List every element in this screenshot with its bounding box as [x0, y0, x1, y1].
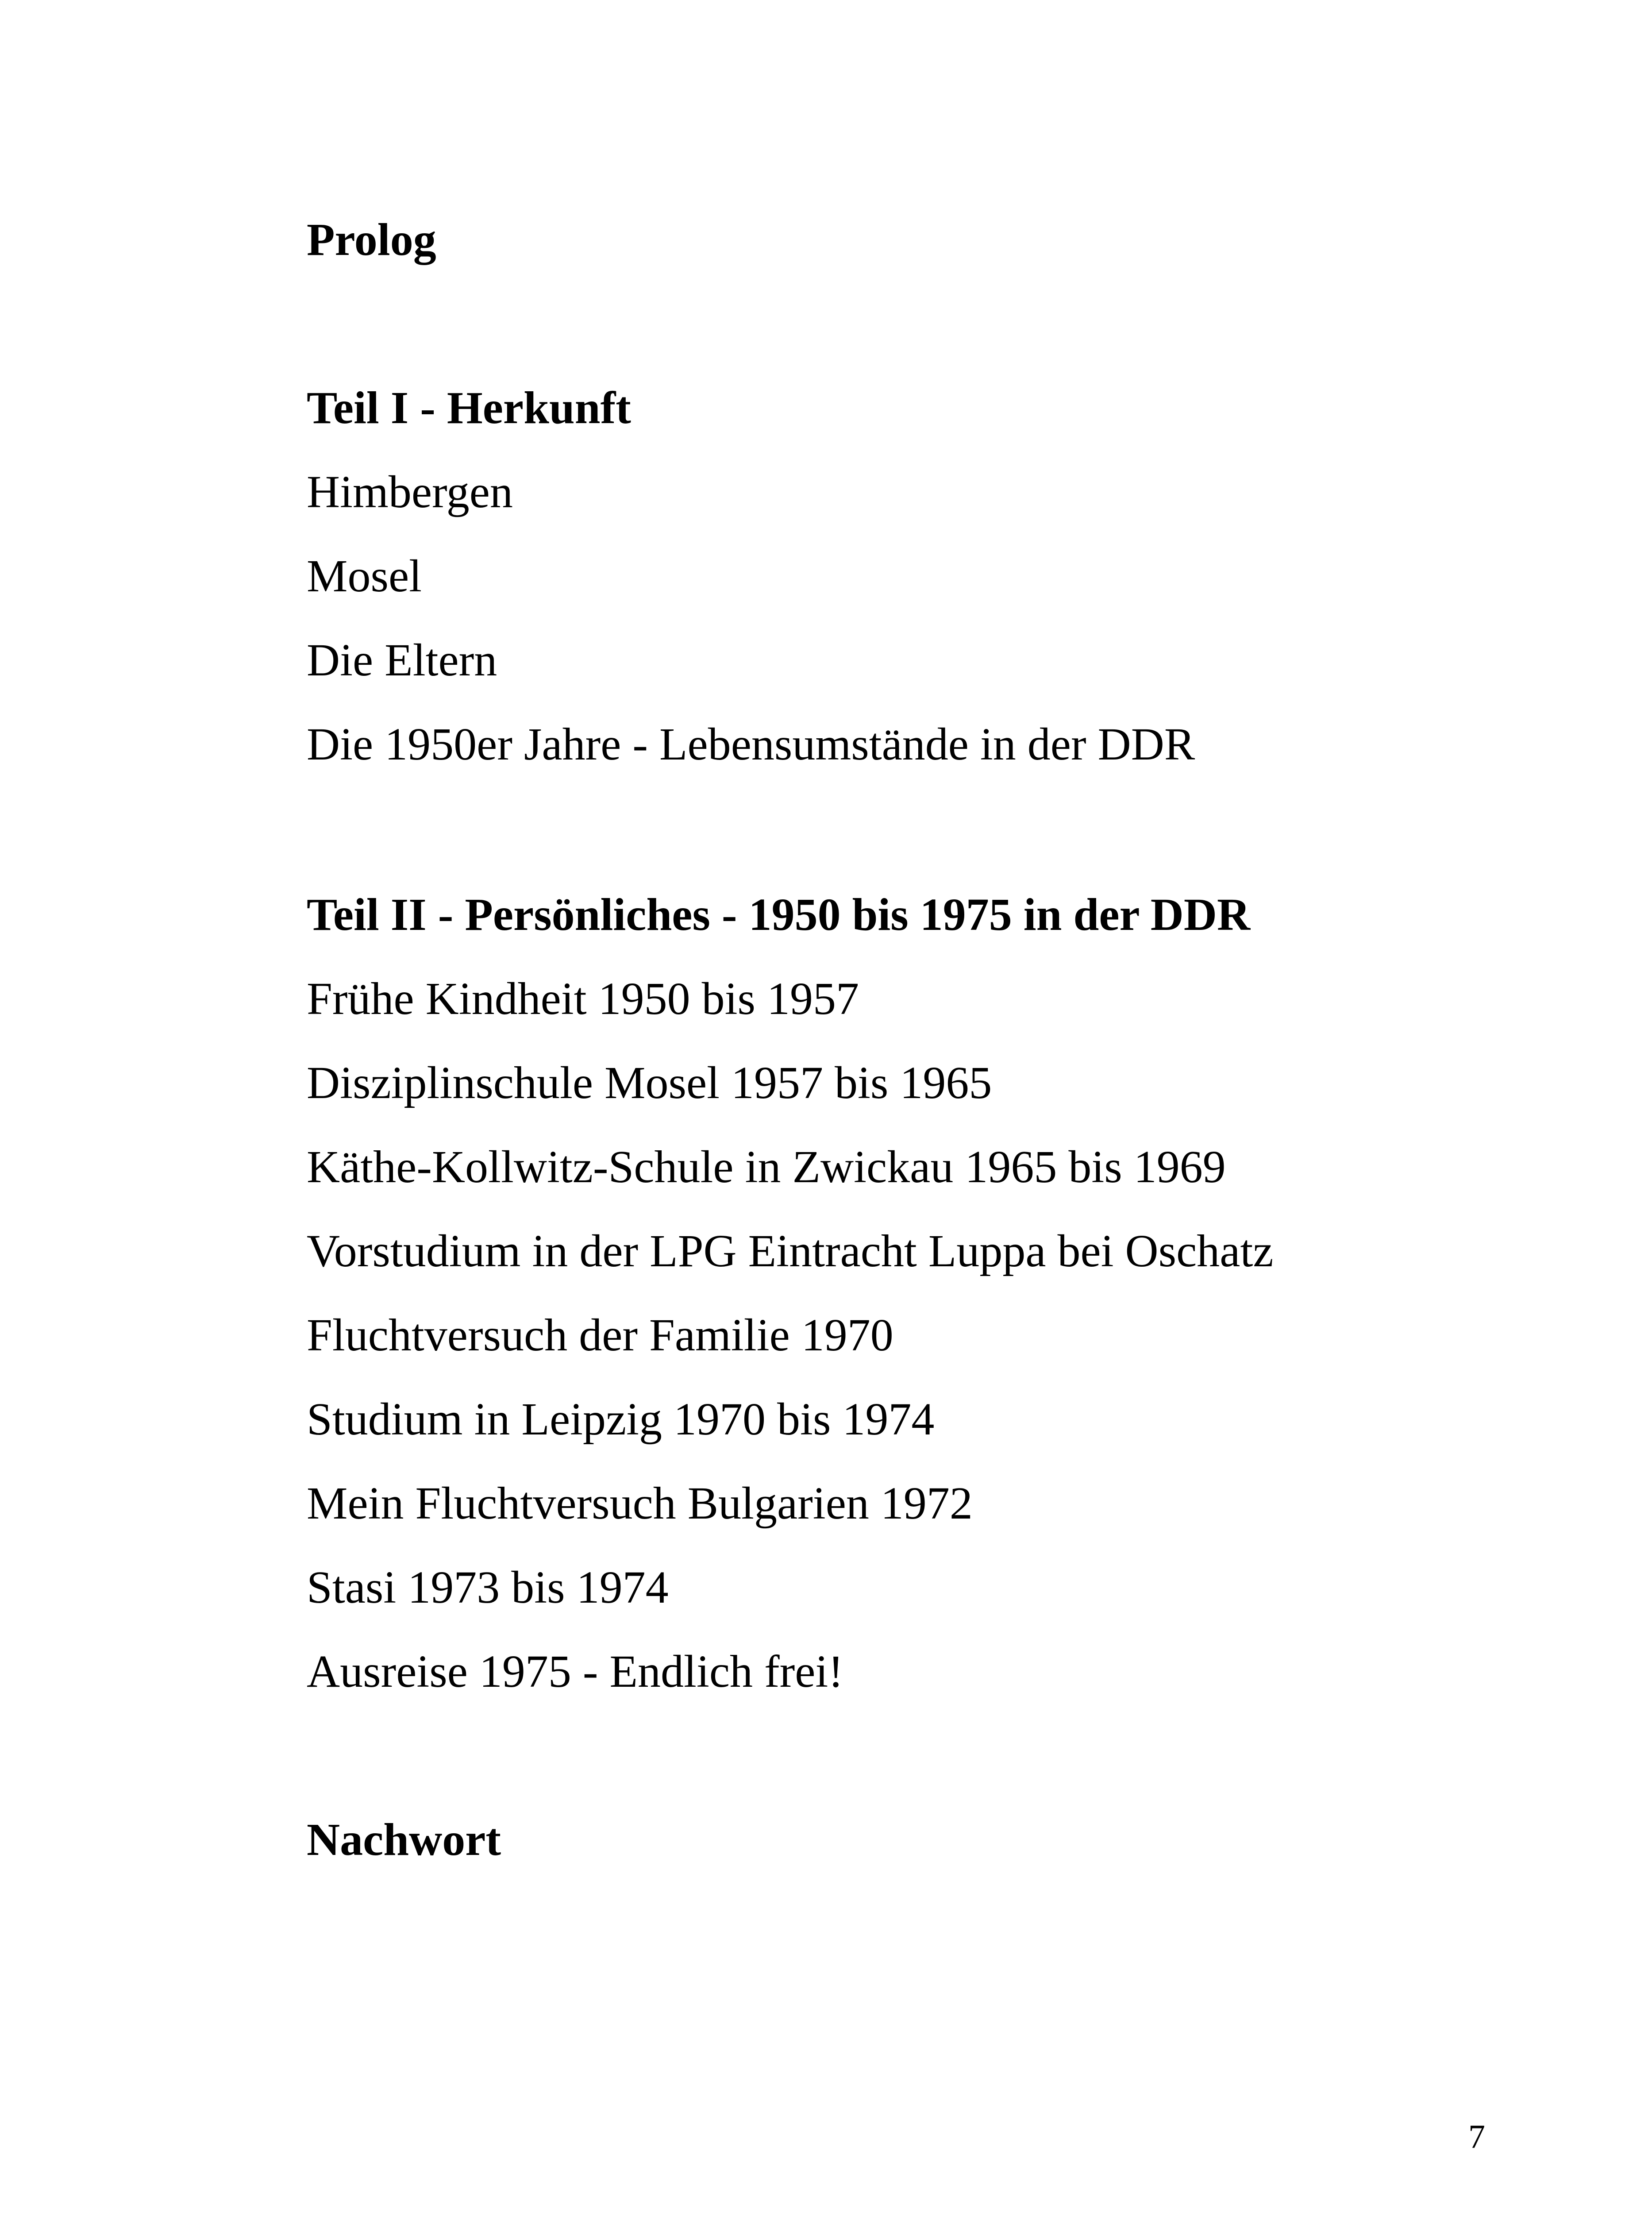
toc-entry: Stasi 1973 bis 1974: [307, 1562, 669, 1613]
toc-entry: Frühe Kindheit 1950 bis 1957: [307, 973, 859, 1024]
toc-entry: Fluchtversuch der Familie 1970: [307, 1310, 893, 1361]
toc-entry: Ausreise 1975 - Endlich frei!: [307, 1646, 843, 1697]
toc-entry: Disziplinschule Mosel 1957 bis 1965: [307, 1057, 992, 1108]
toc-entry: Himbergen: [307, 467, 513, 517]
toc-part1-heading: Teil I - Herkunft: [307, 382, 631, 433]
toc-prolog: Prolog: [307, 214, 436, 265]
toc-entry: Mein Fluchtversuch Bulgarien 1972: [307, 1478, 973, 1529]
toc-entry: Die Eltern: [307, 635, 497, 686]
toc-entry: Studium in Leipzig 1970 bis 1974: [307, 1394, 935, 1445]
toc-part2-heading: Teil II - Persönliches - 1950 bis 1975 in der DDR: [307, 889, 1251, 940]
toc-entry: Mosel: [307, 551, 422, 601]
toc-entry: Die 1950er Jahre - Lebensumstände in der DDR: [307, 719, 1195, 770]
toc-entry: Käthe-Kollwitz-Schule in Zwickau 1965 bis 1969: [307, 1141, 1226, 1192]
toc-epilogue: Nachwort: [307, 1814, 501, 1865]
toc-entry: Vorstudium in der LPG Eintracht Luppa bei Oschatz: [307, 1226, 1274, 1276]
page-number: 7: [1468, 2118, 1485, 2155]
